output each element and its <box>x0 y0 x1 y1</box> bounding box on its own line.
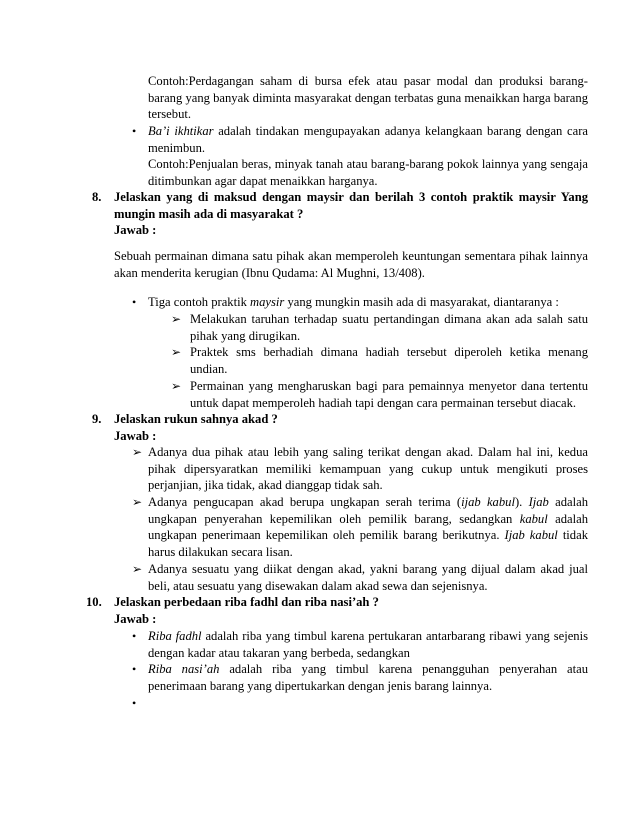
riba-nasiah-definition <box>148 661 588 694</box>
question-8-text: Jelaskan yang di maksud dengan maysir dan berilah 3 contoh praktik maysir Yang mungin masih ada di masyarakat ? <box>114 190 588 221</box>
bai-ikhtikar-definition <box>148 123 588 156</box>
bai-ikhtikar-text: adalah tindakan mengupayakan adanya kelangkaan barang dengan cara menimbun. <box>148 124 588 155</box>
contoh-perdagangan-saham: Contoh:Perdagangan saham di bursa efek atau pasar modal dan produksi barang-barang yang banyak diminta masyarakat dengan terbatas guna menaikkan harga barang tersebut. <box>148 74 588 121</box>
arrow-bullet-icon: ➢ <box>171 345 182 359</box>
maysir-example-1: Melakukan taruhan terhadap suatu pertandingan dimana akan ada salah satu pihak yang dirugikan. <box>190 312 588 343</box>
arrow-bullet-icon: ➢ <box>171 379 182 393</box>
item2-part-e: tidak harus dilakukan secara lisan. <box>148 528 588 559</box>
rukun-akad-item-3: Adanya sesuatu yang diikat dengan akad, yakni barang yang dijual dalam akad jual beli, atau sesuatu yang disewakan dalam akad sewa dan sejenisnya. <box>148 562 588 593</box>
empty-bullet-icon: • <box>132 696 137 710</box>
item2-part-b: ). <box>514 495 529 509</box>
maysir-examples-intro <box>148 294 588 311</box>
question-number-9: 9. <box>92 412 102 426</box>
term-riba-fadhl: Riba fadhl <box>148 629 202 643</box>
question-number-8: 8. <box>92 190 102 204</box>
jawab-label-10: Jawab : <box>114 612 157 626</box>
riba-nasiah-text: adalah riba yang timbul karena penangguhan penyerahan atau penerimaan barang yang dipertukarkan dengan jenis barang lainnya. <box>148 662 588 693</box>
riba-fadhl-definition <box>148 628 588 661</box>
examples-intro-post: yang mungkin masih ada di masyarakat, diantaranya : <box>284 295 559 309</box>
item2-part-d: adalah ungkapan penerimaan kepemilikan oleh pemilik barang berikutnya. <box>148 511 588 542</box>
question-9-text: Jelaskan rukun sahnya akad ? <box>114 412 278 426</box>
contoh-penjualan-beras: Contoh:Penjualan beras, minyak tanah atau barang-barang pokok lainnya yang sengaja ditimbunkan agar dapat menaikkan harganya. <box>148 157 588 188</box>
arrow-bullet-icon: ➢ <box>132 445 143 459</box>
rukun-akad-item-1: Adanya dua pihak atau lebih yang saling terikat dengan akad. Dalam hal ini, kedua pihak dipersyaratkan memiliki kemampuan yang cukup untuk mengikuti proses perjanjian, jika tidak, akad dianggap tidak sah. <box>148 445 588 492</box>
item2-part-a: Adanya pengucapan akad berupa ungkapan serah terima ( <box>148 495 462 509</box>
term-riba-nasiah: Riba nasi’ah <box>148 662 220 676</box>
jawab-label-9: Jawab : <box>114 429 157 443</box>
bullet-icon: • <box>132 295 137 309</box>
riba-fadhl-text: adalah riba yang timbul karena pertukaran antarbarang ribawi yang sejenis dengan kadar atau takaran yang berbeda, sedangkan <box>148 629 588 660</box>
term-kabul: kabul <box>519 511 548 526</box>
bullet-icon: • <box>132 662 137 676</box>
maysir-definition: Sebuah permainan dimana satu pihak akan memperoleh keuntungan sementara pihak lainnya akan menderita kerugian (Ibnu Qudama: Al Mughni, 13/408). <box>114 249 588 280</box>
question-number-10: 10. <box>86 595 102 609</box>
bullet-icon: • <box>132 124 137 138</box>
question-10-text: Jelaskan perbedaan riba fadhl dan riba nasi’ah ? <box>114 595 379 609</box>
term-ijab: Ijab <box>528 495 549 509</box>
term-ijab-kabul: ijab kabul <box>461 495 515 509</box>
arrow-bullet-icon: ➢ <box>132 495 143 509</box>
arrow-bullet-icon: ➢ <box>132 562 143 576</box>
term-bai-ikhtikar: Ba’i ikhtikar <box>148 124 214 138</box>
maysir-example-3: Permainan yang mengharuskan bagi para pemainnya menyetor dana tertentu untuk dapat memperoleh hadiah tapi dengan cara permainan tersebut diacak. <box>190 379 588 410</box>
examples-intro-pre: Tiga contoh praktik <box>148 295 251 309</box>
term-maysir: maysir <box>250 295 285 309</box>
bullet-icon: • <box>132 629 137 643</box>
rukun-akad-item-2 <box>148 494 588 560</box>
maysir-example-2: Praktek sms berhadiah dimana hadiah tersebut diperoleh ketika menang undian. <box>190 345 588 376</box>
arrow-bullet-icon: ➢ <box>171 312 182 326</box>
item2-part-c: adalah ungkapan penyerahan kepemilikan oleh pemilik barang, sedangkan <box>148 495 588 526</box>
term-ijab-kabul-2: Ijab kabul <box>504 528 558 542</box>
jawab-label-8: Jawab : <box>114 223 157 237</box>
